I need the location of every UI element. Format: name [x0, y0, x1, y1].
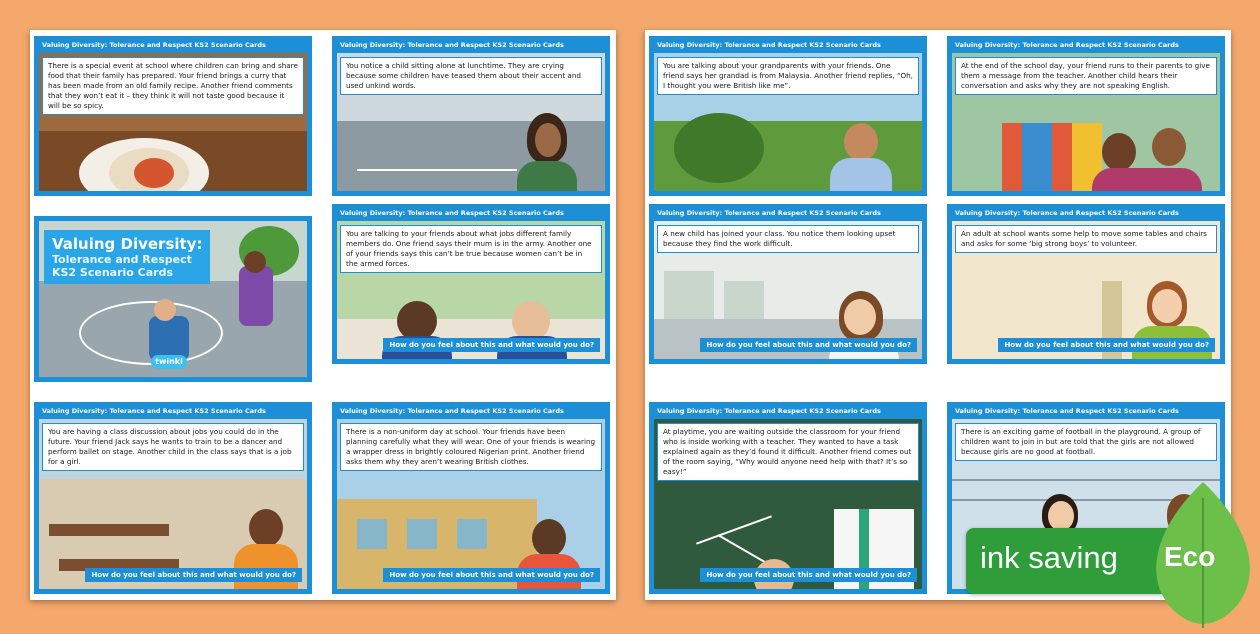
- card-header: Valuing Diversity: Tolerance and Respect KS2 Scenario Cards: [340, 41, 564, 49]
- question-banner: How do you feel about this and what would you do?: [700, 568, 917, 582]
- scenario-card-nonuniform: [332, 402, 610, 594]
- card-text: At playtime, you are waiting outside the classroom for your friend who is inside working with a teacher. They wanted to have a task explained again as they’d found it difficult. Another friend comes out of the room saying, “Why would anyone need help with that? It’s so easy!”: [657, 423, 919, 481]
- card-header: Valuing Diversity: Tolerance and Respect KS2 Scenario Cards: [657, 407, 881, 415]
- ink-saving-label: ink saving: [980, 540, 1118, 575]
- card-header: Valuing Diversity: Tolerance and Respect KS2 Scenario Cards: [42, 407, 266, 415]
- card-header: Valuing Diversity: Tolerance and Respect KS2 Scenario Cards: [42, 41, 266, 49]
- scenario-card-food: [34, 36, 312, 196]
- card-text: At the end of the school day, your friend runs to their parents to give them a message from the teacher. Another child hears their conversation and asks why they are not speaking English.: [955, 57, 1217, 95]
- scenario-card-playtime: [649, 402, 927, 594]
- scenario-card-new-child: [649, 204, 927, 364]
- card-text: There is an exciting game of football in the playground. A group of children want to join in but are told that the girls are not allowed because girls are no good at football.: [955, 423, 1217, 461]
- card-text: You are talking about your grandparents with your friends. One friend says her grandad is from Malaysia. Another friend replies, “Oh, I thought you were British like me”.: [657, 57, 919, 95]
- twinkl-sticker: [151, 355, 187, 369]
- card-text: An adult at school wants some help to move some tables and chairs and asks for some ‘big strong boys’ to volunteer.: [955, 225, 1217, 253]
- question-banner: How do you feel about this and what would you do?: [998, 338, 1215, 352]
- title-block: [44, 230, 210, 284]
- question-banner: How do you feel about this and what would you do?: [85, 568, 302, 582]
- card-text: A new child has joined your class. You notice them looking upset because they find the work difficult.: [657, 225, 919, 253]
- title-line-3: KS2 Scenario Cards: [52, 266, 174, 279]
- scenario-card-language: [947, 36, 1225, 196]
- question-banner: How do you feel about this and what would you do?: [383, 568, 600, 582]
- card-header: Valuing Diversity: Tolerance and Respect KS2 Scenario Cards: [955, 41, 1179, 49]
- card-text: You notice a child sitting alone at lunchtime. They are crying because some children have teased them about their accent and used unkind words.: [340, 57, 602, 95]
- twinkl-label: twinkl: [155, 357, 183, 366]
- title-line-1: Valuing Diversity:: [52, 235, 203, 253]
- scenario-card-army: [332, 204, 610, 364]
- card-header: Valuing Diversity: Tolerance and Respect KS2 Scenario Cards: [340, 209, 564, 217]
- left-sheet: [30, 30, 616, 600]
- card-text: There is a special event at school where children can bring and share food that their family has prepared. Your friend brings a curry that has been made from an old family recipe. Another friend comments that they won’t eat it – they think it will not taste good because it will be so spicy.: [42, 57, 304, 115]
- scenario-card-adult-help: [947, 204, 1225, 364]
- card-header: Valuing Diversity: Tolerance and Respect KS2 Scenario Cards: [955, 407, 1179, 415]
- eco-leaf-icon: [1146, 478, 1260, 630]
- scenario-card-grandparents: [649, 36, 927, 196]
- card-header: Valuing Diversity: Tolerance and Respect KS2 Scenario Cards: [657, 209, 881, 217]
- card-text: There is a non-uniform day at school. Your friends have been planning carefully what they will wear. One of your friends is wearing a wrapper dress in brightly coloured Nigerian print. Another friend asks them why they aren’t wearing British clothes.: [340, 423, 602, 471]
- right-sheet: [645, 30, 1231, 600]
- question-banner: How do you feel about this and what would you do?: [700, 338, 917, 352]
- title-line-2: Tolerance and Respect: [52, 253, 192, 266]
- card-header: Valuing Diversity: Tolerance and Respect KS2 Scenario Cards: [955, 209, 1179, 217]
- scenario-card-ballet: [34, 402, 312, 594]
- card-header: Valuing Diversity: Tolerance and Respect KS2 Scenario Cards: [340, 407, 564, 415]
- scenario-card-alone: [332, 36, 610, 196]
- card-text: You are having a class discussion about jobs you could do in the future. Your friend Jack says he wants to train to be a dancer and perform ballet on stage. Another child in the class says that is a job for a girl.: [42, 423, 304, 471]
- title-card: [34, 216, 312, 382]
- eco-label: Eco: [1164, 541, 1216, 572]
- card-text: You are talking to your friends about what jobs different family members do. One friend says their mum is in the army. Another one of your friends says this can’t be true because women can’t be in the armed forces.: [340, 225, 602, 273]
- card-header: Valuing Diversity: Tolerance and Respect KS2 Scenario Cards: [657, 41, 881, 49]
- question-banner: How do you feel about this and what would you do?: [383, 338, 600, 352]
